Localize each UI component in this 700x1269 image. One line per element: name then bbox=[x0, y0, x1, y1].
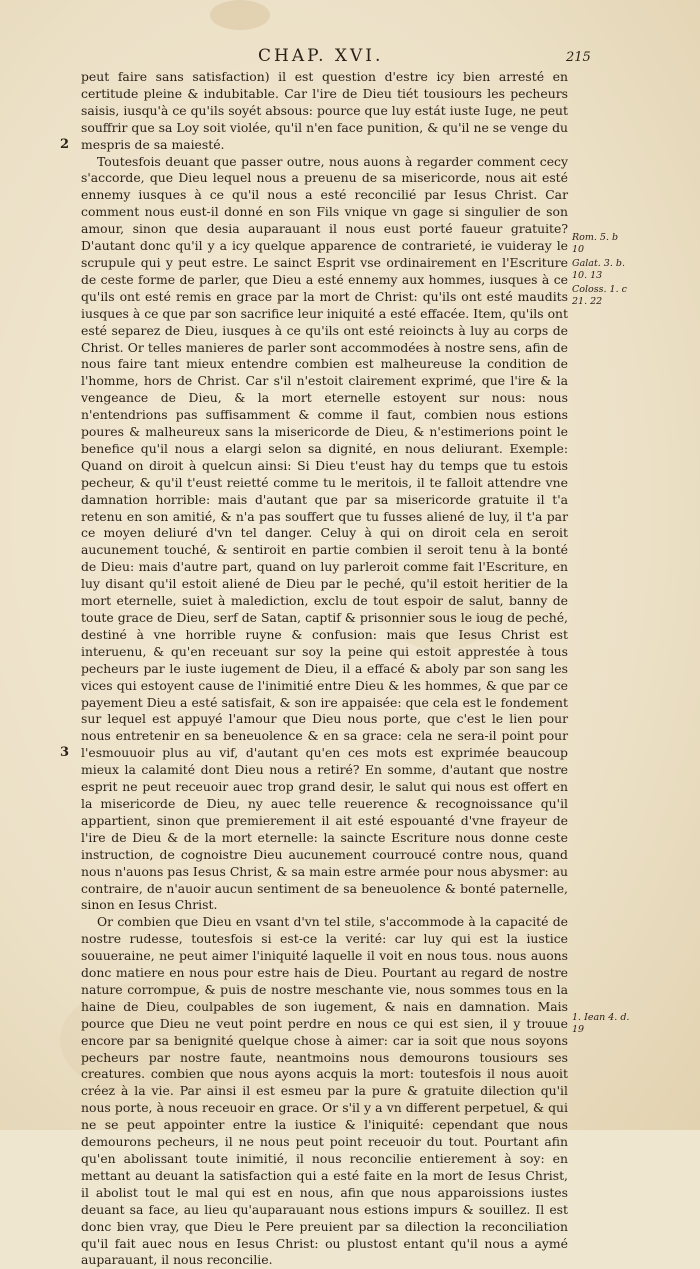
margin-reference: Galat. 3. b. 10. 13 bbox=[572, 258, 625, 281]
paper-stain bbox=[210, 0, 270, 30]
running-header bbox=[0, 38, 700, 68]
text-paragraph: Toutesfois deuant que passer outre, nous auons à regarder comment cecy s'accorde, que Dieu lequel nous a preuenu de sa misericorde, nous ait esté ennemy iusques à ce qu'il nous a esté reconcilié par Iesus Christ. Car comment nous eust-il donné en son Fils vnique vn gage si singulier de son amour, sinon que desia auparauant il nous eust porté faueur gratuite? D'autant donc qu'il y a icy quelque apparence de contrarieté, ie vuideray le scrupule qui y peut estre. Le sainct Esprit vse ordinairement en l'Escriture de ceste forme de parler, que Dieu a esté ennemy aux hommes, iusques à ce qu'ils ont esté remis en grace par la mort de Christ: qu'ils ont esté maudits iusques à ce que par son sacrifice leur iniquité a esté effacée. Item, qu'ils ont esté separez de Dieu, iusques à ce qu'ils ont esté reioincts à luy au corps de Christ. Or telles manieres de parler sont accommodées à nostre sens, afin de nous faire tant mieux entendre combien est malheureuse la condition de l'homme, hors de Christ. Car s'il n'estoit clairement exprimé, que l'ire & la vengeance de Dieu, & la mort eternelle estoyent sur nous: nous n'entendrions pas suffisamment & comme il faut, combien nous estions poures & malheureux sans la misericorde de Dieu, & n'estimerions point le benefice qu'il nous a elargi selon sa dignité, en nous deliurant. Exemple: Quand on diroit à quelcun ainsi: Si Dieu t'eust hay du temps que tu estois pecheur, & qu'il t'eust reietté comme tu le meritois, il te falloit attendre vne damnation horrible: mais d'autant que par sa misericorde gratuite il t'a retenu en son amitié, & n'a pas souffert que tu fusses aliené de luy, il t'a par ce moyen deliuré d'vn tel danger. Celuy à qui on diroit cela en seroit aucunement touché, & sentiroit en partie combien il seroit tenu à la bonté de Dieu: mais d'autre part, quand on luy parleroit comme fait l'Escriture, en luy disant qu'il estoit aliené de Dieu par le peché, qu'il estoit heritier de la mort eternelle, suiet à malediction, exclu de tout espoir de salut, banny de toute grace de Dieu, serf de Satan, captif & prisonnier sous le ioug de peché, destiné à vne horrible ruyne & confusion: mais que Iesus Christ est interuenu, & qu'en receuant sur soy la peine qui estoit apprestée à tous pecheurs par le iuste iugement de Dieu, il a effacé & aboly par son sang les vices qui estoyent cause de l'inimitié entre Dieu & les hommes, & que par ce payement Dieu a esté satisfait, & son ire appaisée: que cela est le fondement sur lequel est appuyé l'amour que Dieu nous porte, que c'est le lien pour nous entretenir en sa beneuolence & en sa grace: cela ne sera-il point pour l'esmouuoir plus au vif, d'autant qu'en ces mots est exprimée beaucoup mieux la calamité dont Dieu nous a retiré? En somme, d'autant que nostre esprit ne peut receuoir auec trop grand desir, le salut qui nous est offert en la misericorde de Dieu, ny auec telle reuerence & recognoissance qu'il appartient, sinon que premierement il ait esté espouanté d'vne frayeur de l'ire de Dieu & de la mort eternelle: la saincte Escriture nous donne ceste instruction, de cognoistre Dieu aucunement courroucé contre nous, quand nous n'auons pas Iesus Christ, & sa main estre armée pour nous abysmer: au contraire, de n'auoir aucun sentiment de sa beneuolence & bonté paternelle, sinon en Iesus Christ. bbox=[81, 153, 568, 913]
margin-reference: Rom. 5. b 10 bbox=[572, 232, 619, 255]
text-paragraph: peut faire sans satisfaction) il est question d'estre icy bien arresté en certitude pleine & indubitable. Car l'ire de Dieu tiét tousiours les pecheurs saisis, iusqu'à ce qu'ils soyét absous: pource que luy estát iuste Iuge, ne peut souffrir que sa Loy soit violée, qu'il n'en face punition, & qu'il ne se venge du mespris de sa maiesté. bbox=[81, 69, 568, 152]
margin-reference: Coloss. 1. c 21. 22 bbox=[572, 284, 627, 307]
chapter-title: CHAP. XVI. bbox=[258, 46, 384, 66]
margin-reference: 1. Iean 4. d. 19 bbox=[572, 1012, 630, 1035]
paragraph-number: 2 bbox=[60, 137, 70, 152]
text-paragraph: Or combien que Dieu en vsant d'vn tel stile, s'accommode à la capacité de nostre rudesse, toutesfois si est-ce la verité: car luy qui est la iustice souueraine, ne peut aimer l'iniquité laquelle il voit en nous tous. nous auons donc matiere en nous pour estre hais de Dieu. Pourtant au regard de nostre nature corrompue, & puis de nostre meschante vie, nous sommes tous en la haine de Dieu, coulpables de son iugement, & nais en damnation. Mais pource que Dieu ne veut point perdre en nous ce qui est sien, il y trouue encore par sa benignité quelque chose à aimer: car ia soit que nous soyons pecheurs par nostre faute, neantmoins nous demourons tousiours ses creatures. combien que nous ayons acquis la mort: toutesfois il nous auoit créez à la vie. Par ainsi il est esmeu par la pure & gratuite dilection qu'il nous porte, à nous receuoir en grace. Or s'il y a vn different perpetuel, & qui ne se peut appointer entre la iustice & l'iniquité: cependant que nous demourons pecheurs, il ne nous peut point receuoir du tout. Pourtant afin qu'en abolissant toute inimitié, il nous reconcilie entierement à soy: en mettant au deuant la satisfaction qui a esté faite en la mort de Iesus Christ, il abolist tout le mal qui est en nous, afin que nous apparoissions iustes deuant sa face, au lieu qu'auparauant nous estions impurs & souillez. Il est donc bien vray, que Dieu le Pere preuient par sa dilection la reconciliation qu'il fait auec nous en Iesus Christ: ou plustost entant qu'il nous a aymé auparauant, il nous reconcilie. bbox=[81, 914, 568, 1268]
paragraph-number: 3 bbox=[60, 745, 70, 760]
page-number: 215 bbox=[566, 50, 591, 65]
main-text bbox=[81, 69, 568, 1269]
